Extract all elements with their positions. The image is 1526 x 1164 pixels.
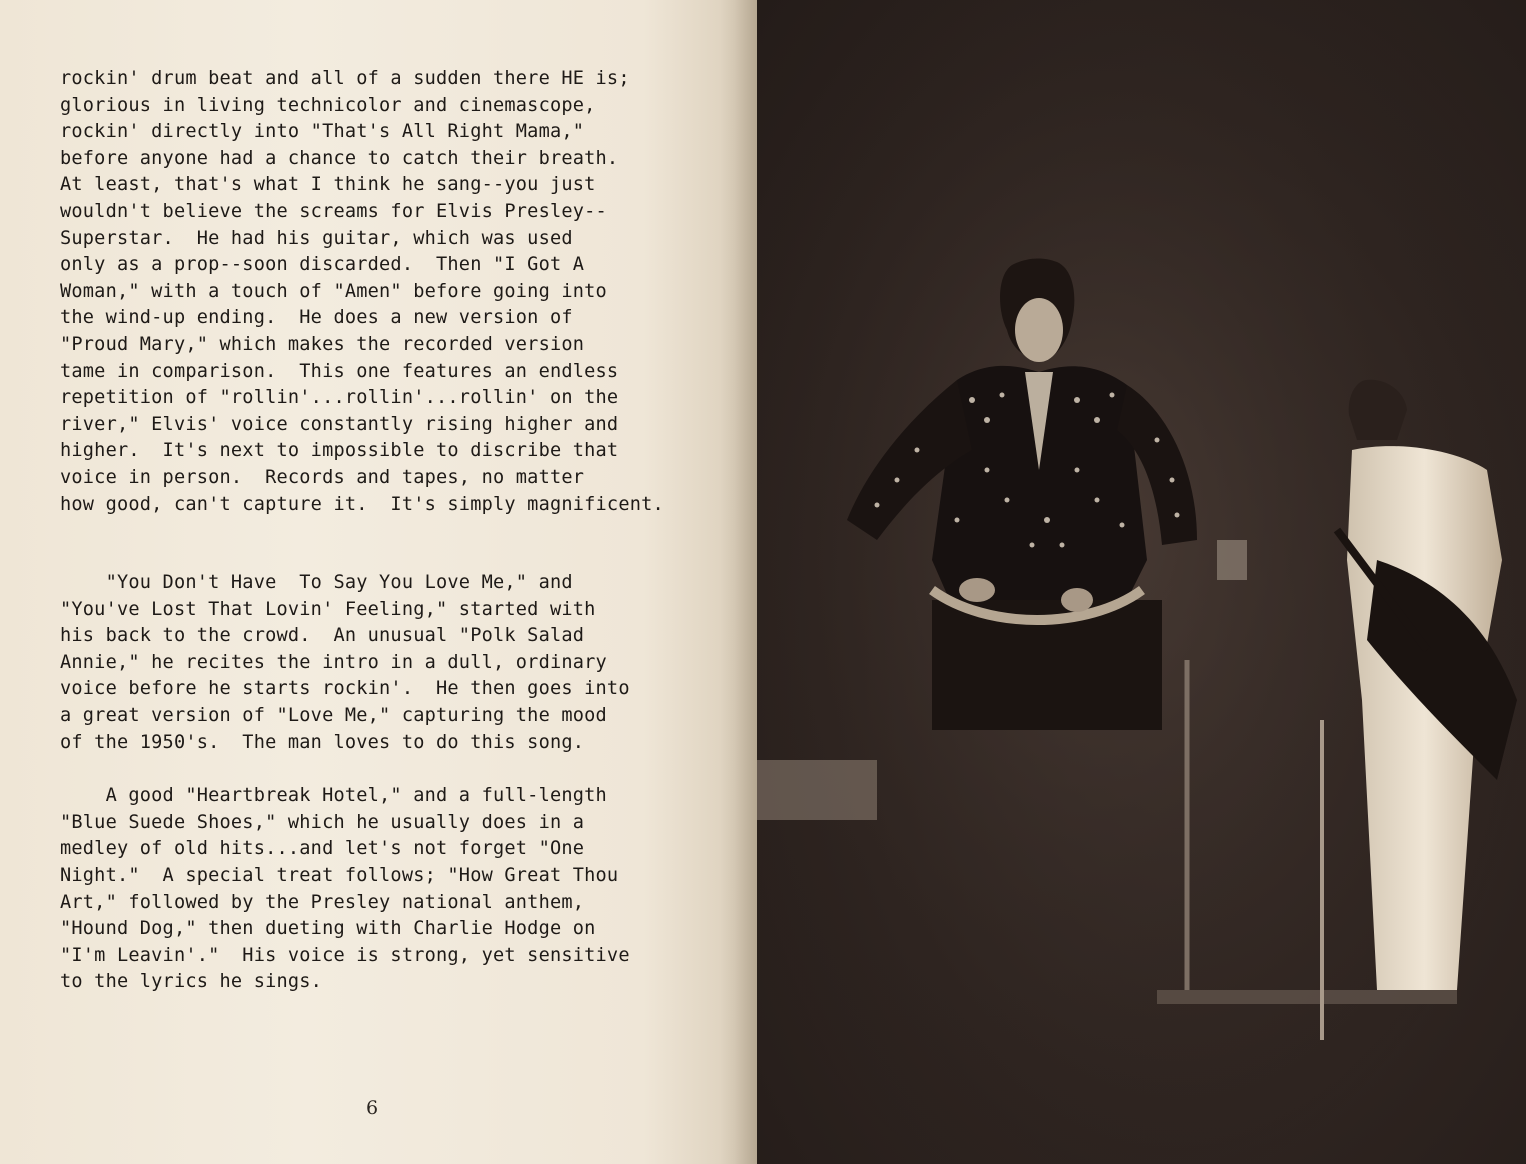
text-line: Woman," with a touch of "Amen" before going into bbox=[60, 280, 607, 302]
text-line: tame in comparison. This one features an endless bbox=[60, 360, 619, 382]
right-page-photo bbox=[757, 0, 1526, 1164]
text-line: of the 1950's. The man loves to do this song. bbox=[60, 731, 585, 753]
text-line: the wind-up ending. He does a new version of bbox=[60, 307, 573, 329]
text-line: Annie," he recites the intro in a dull, ordinary bbox=[60, 651, 607, 673]
gutter-shadow bbox=[720, 0, 758, 1164]
text-line: "Hound Dog," then dueting with Charlie Hodge on bbox=[60, 918, 596, 940]
text-line: to the lyrics he sings. bbox=[60, 971, 323, 993]
left-page bbox=[0, 0, 757, 1164]
text-line: wouldn't believe the screams for Elvis Presley-- bbox=[60, 200, 607, 222]
concert-photo bbox=[757, 0, 1526, 1164]
text-line: rockin' drum beat and all of a sudden there HE is; bbox=[60, 68, 630, 89]
performer-face bbox=[1015, 298, 1063, 362]
performer-left-hand bbox=[959, 578, 995, 602]
text-line: only as a prop--soon discarded. Then "I Got A bbox=[60, 254, 585, 276]
text-line: Art," followed by the Presley national anthem, bbox=[60, 891, 585, 913]
text-line: before anyone had a chance to catch their breath. bbox=[60, 147, 619, 169]
text-line: "I'm Leavin'." His voice is strong, yet sensitive bbox=[60, 944, 630, 966]
text-line: rockin' directly into "That's All Right Mama," bbox=[60, 121, 585, 143]
text-line: a great version of "Love Me," capturing the mood bbox=[60, 705, 607, 727]
text-line: river," Elvis' voice constantly rising higher and bbox=[60, 413, 619, 435]
text-line: "Proud Mary," which makes the recorded version bbox=[60, 333, 585, 355]
performer-right-hand bbox=[1061, 588, 1093, 612]
text-line: voice before he starts rockin'. He then goes into bbox=[60, 678, 630, 700]
text-line: his back to the crowd. An unusual "Polk Salad bbox=[60, 625, 585, 647]
paragraph-2 bbox=[60, 570, 700, 756]
text-line: At least, that's what I think he sang--you just bbox=[60, 174, 596, 196]
article-text bbox=[60, 66, 700, 996]
text-line: A good "Heartbreak Hotel," and a full-length bbox=[60, 785, 607, 807]
page-number: 6 bbox=[366, 1097, 379, 1119]
paragraph-1 bbox=[60, 66, 700, 518]
text-line: repetition of "rollin'...rollin'...rollin' on the bbox=[60, 387, 619, 409]
text-line: Superstar. He had his guitar, which was used bbox=[60, 227, 573, 249]
paragraph-3 bbox=[60, 783, 700, 996]
stage-riser bbox=[1157, 990, 1457, 1004]
text-line: how good, can't capture it. It's simply magnificent. bbox=[60, 493, 664, 515]
text-line: medley of old hits...and let's not forget "One bbox=[60, 838, 585, 860]
text-line: glorious in living technicolor and cinemascope, bbox=[60, 94, 596, 116]
text-line: Night." A special treat follows; "How Great Thou bbox=[60, 865, 619, 887]
text-line: higher. It's next to impossible to discribe that bbox=[60, 440, 619, 462]
text-line: "You Don't Have To Say You Love Me," and bbox=[60, 572, 573, 594]
stage-lamp bbox=[1217, 540, 1247, 580]
stage-equipment bbox=[757, 760, 877, 820]
text-line: voice in person. Records and tapes, no matter bbox=[60, 466, 585, 488]
text-line: "Blue Suede Shoes," which he usually does in a bbox=[60, 811, 585, 833]
text-line: "You've Lost That Lovin' Feeling," started with bbox=[60, 598, 596, 620]
